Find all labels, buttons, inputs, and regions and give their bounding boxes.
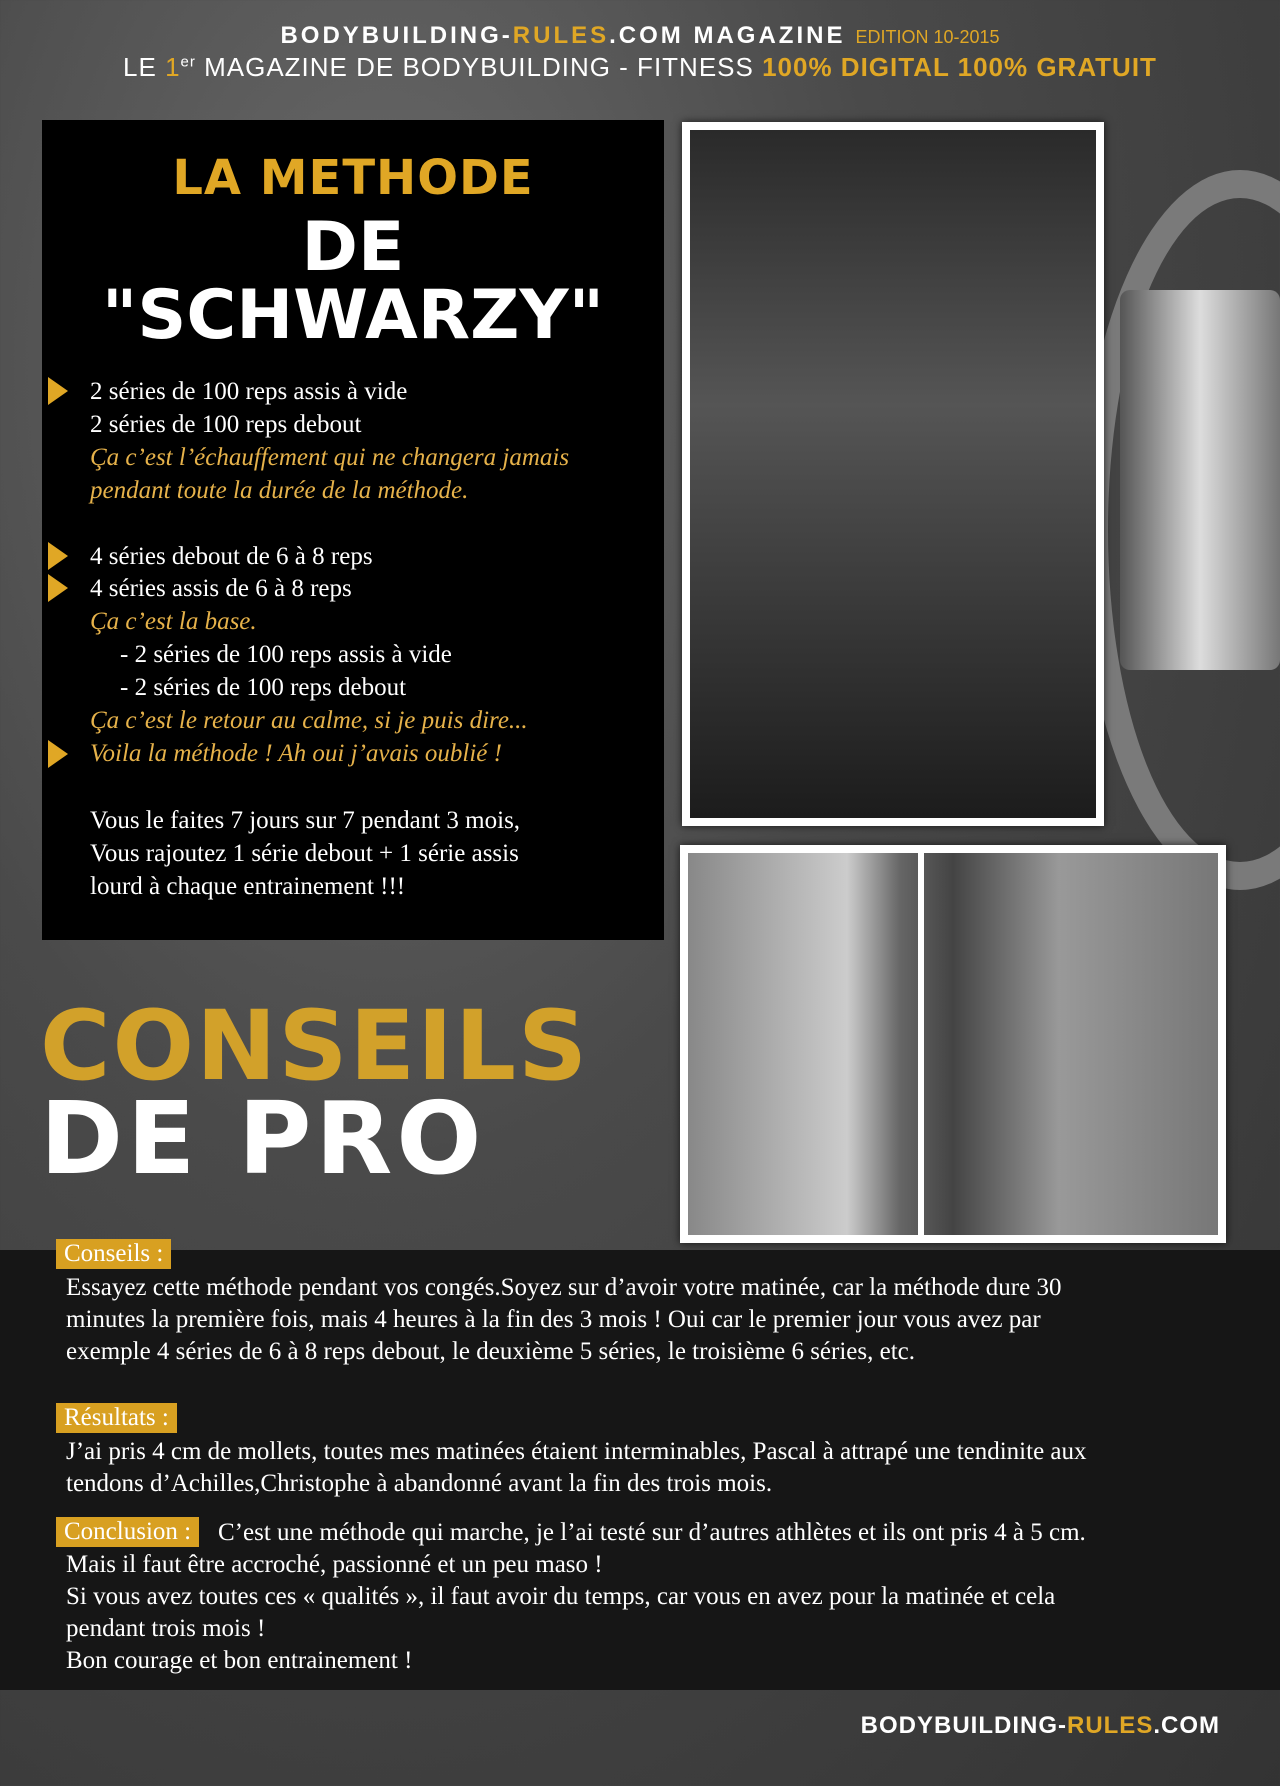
bullet-arrow-icon bbox=[48, 542, 68, 570]
conclusion-line: Bon courage et bon entrainement ! bbox=[66, 1647, 413, 1674]
edition-label: EDITION 10-2015 bbox=[855, 27, 1000, 47]
conseils-line: Essayez cette méthode pendant vos congés.Soyez sur d’avoir votre matinée, car la méthode dure 30 bbox=[66, 1274, 1062, 1301]
conseils-line: minutes la première fois, mais 4 heures à la fin des 3 mois ! Oui car le premier jour vous avez par bbox=[66, 1306, 1041, 1333]
method-title-line-1: LA METHODE bbox=[172, 150, 534, 206]
calf-training-photos bbox=[680, 845, 1226, 1243]
decorative-medallion-number bbox=[1120, 290, 1280, 670]
resultats-line: J’ai pris 4 cm de mollets, toutes mes matinées étaient interminables, Pascal à attrapé une tendinite aux bbox=[66, 1438, 1087, 1465]
brand-part: BODYBUILDING- bbox=[280, 22, 513, 49]
method-line: 2 séries de 100 reps assis à vide bbox=[90, 378, 408, 405]
brand-part-highlight: RULES bbox=[512, 22, 610, 49]
tips-title-line-2: DE PRO bbox=[40, 1080, 486, 1197]
conseils-label: Conseils : bbox=[56, 1239, 171, 1269]
footer-part: BODYBUILDING- bbox=[860, 1712, 1067, 1739]
resultats-label: Résultats : bbox=[56, 1403, 177, 1433]
tagline-part: LE bbox=[123, 52, 166, 82]
conclusion-line: C’est une méthode qui marche, je l’ai testé sur d’autres athlètes et ils ont pris 4 à 5 cm. bbox=[218, 1519, 1086, 1546]
conclusion-line: Mais il faut être accroché, passionné et un peu maso ! bbox=[66, 1551, 603, 1578]
footer-site-link[interactable] bbox=[861, 1712, 1220, 1740]
tips-title-line-1: CONSEILS bbox=[40, 990, 590, 1102]
method-line: Vous le faites 7 jours sur 7 pendant 3 mois, bbox=[90, 807, 521, 834]
footer-part-highlight: RULES bbox=[1066, 1712, 1154, 1739]
method-title-line-2: DE bbox=[301, 208, 405, 287]
conclusion-label: Conclusion : bbox=[56, 1517, 199, 1547]
bullet-arrow-icon bbox=[48, 377, 68, 405]
method-subline: - 2 séries de 100 reps debout bbox=[120, 674, 407, 701]
magazine-tagline bbox=[0, 52, 1280, 83]
method-subline: - 2 séries de 100 reps assis à vide bbox=[120, 641, 452, 668]
method-line: 2 séries de 100 reps debout bbox=[90, 411, 362, 438]
method-line: 4 séries debout de 6 à 8 reps bbox=[90, 543, 373, 570]
method-note: Voila la méthode ! Ah oui j’avais oublié ! bbox=[90, 740, 502, 767]
bodybuilder-back-photo bbox=[682, 122, 1104, 826]
tagline-part-highlight: 1 bbox=[165, 52, 181, 82]
tagline-highlight: 100% DIGITAL 100% GRATUIT bbox=[762, 52, 1157, 82]
method-note: Ça c’est la base. bbox=[90, 608, 257, 635]
conclusion-line: pendant trois mois ! bbox=[66, 1615, 266, 1642]
method-line: Vous rajoutez 1 série debout + 1 série assis bbox=[90, 840, 519, 867]
conseils-line: exemple 4 séries de 6 à 8 reps debout, le deuxième 5 séries, le troisième 6 séries, etc. bbox=[66, 1338, 916, 1365]
method-line: 4 séries assis de 6 à 8 reps bbox=[90, 575, 352, 602]
conclusion-line: Si vous avez toutes ces « qualités », il faut avoir du temps, car vous en avez pour la matinée et cela bbox=[66, 1583, 1056, 1610]
bullet-arrow-icon bbox=[48, 574, 68, 602]
method-note: Ça c’est l’échauffement qui ne changera jamais bbox=[90, 444, 570, 471]
brand-part: .COM MAGAZINE bbox=[609, 22, 846, 49]
magazine-header bbox=[0, 22, 1280, 50]
footer-part: .COM bbox=[1153, 1712, 1220, 1739]
method-note: Ça c’est le retour au calme, si je puis dire... bbox=[90, 707, 528, 734]
method-note: pendant toute la durée de la méthode. bbox=[90, 477, 469, 504]
method-line: lourd à chaque entrainement !!! bbox=[90, 873, 406, 900]
method-title-line-3: "SCHWARZY" bbox=[101, 276, 605, 355]
resultats-line: tendons d’Achilles,Christophe à abandonné avant la fin des trois mois. bbox=[66, 1470, 773, 1497]
tagline-superscript: er bbox=[180, 53, 196, 71]
tagline-part: MAGAZINE DE BODYBUILDING - FITNESS bbox=[195, 52, 763, 82]
bullet-arrow-icon bbox=[48, 740, 68, 768]
